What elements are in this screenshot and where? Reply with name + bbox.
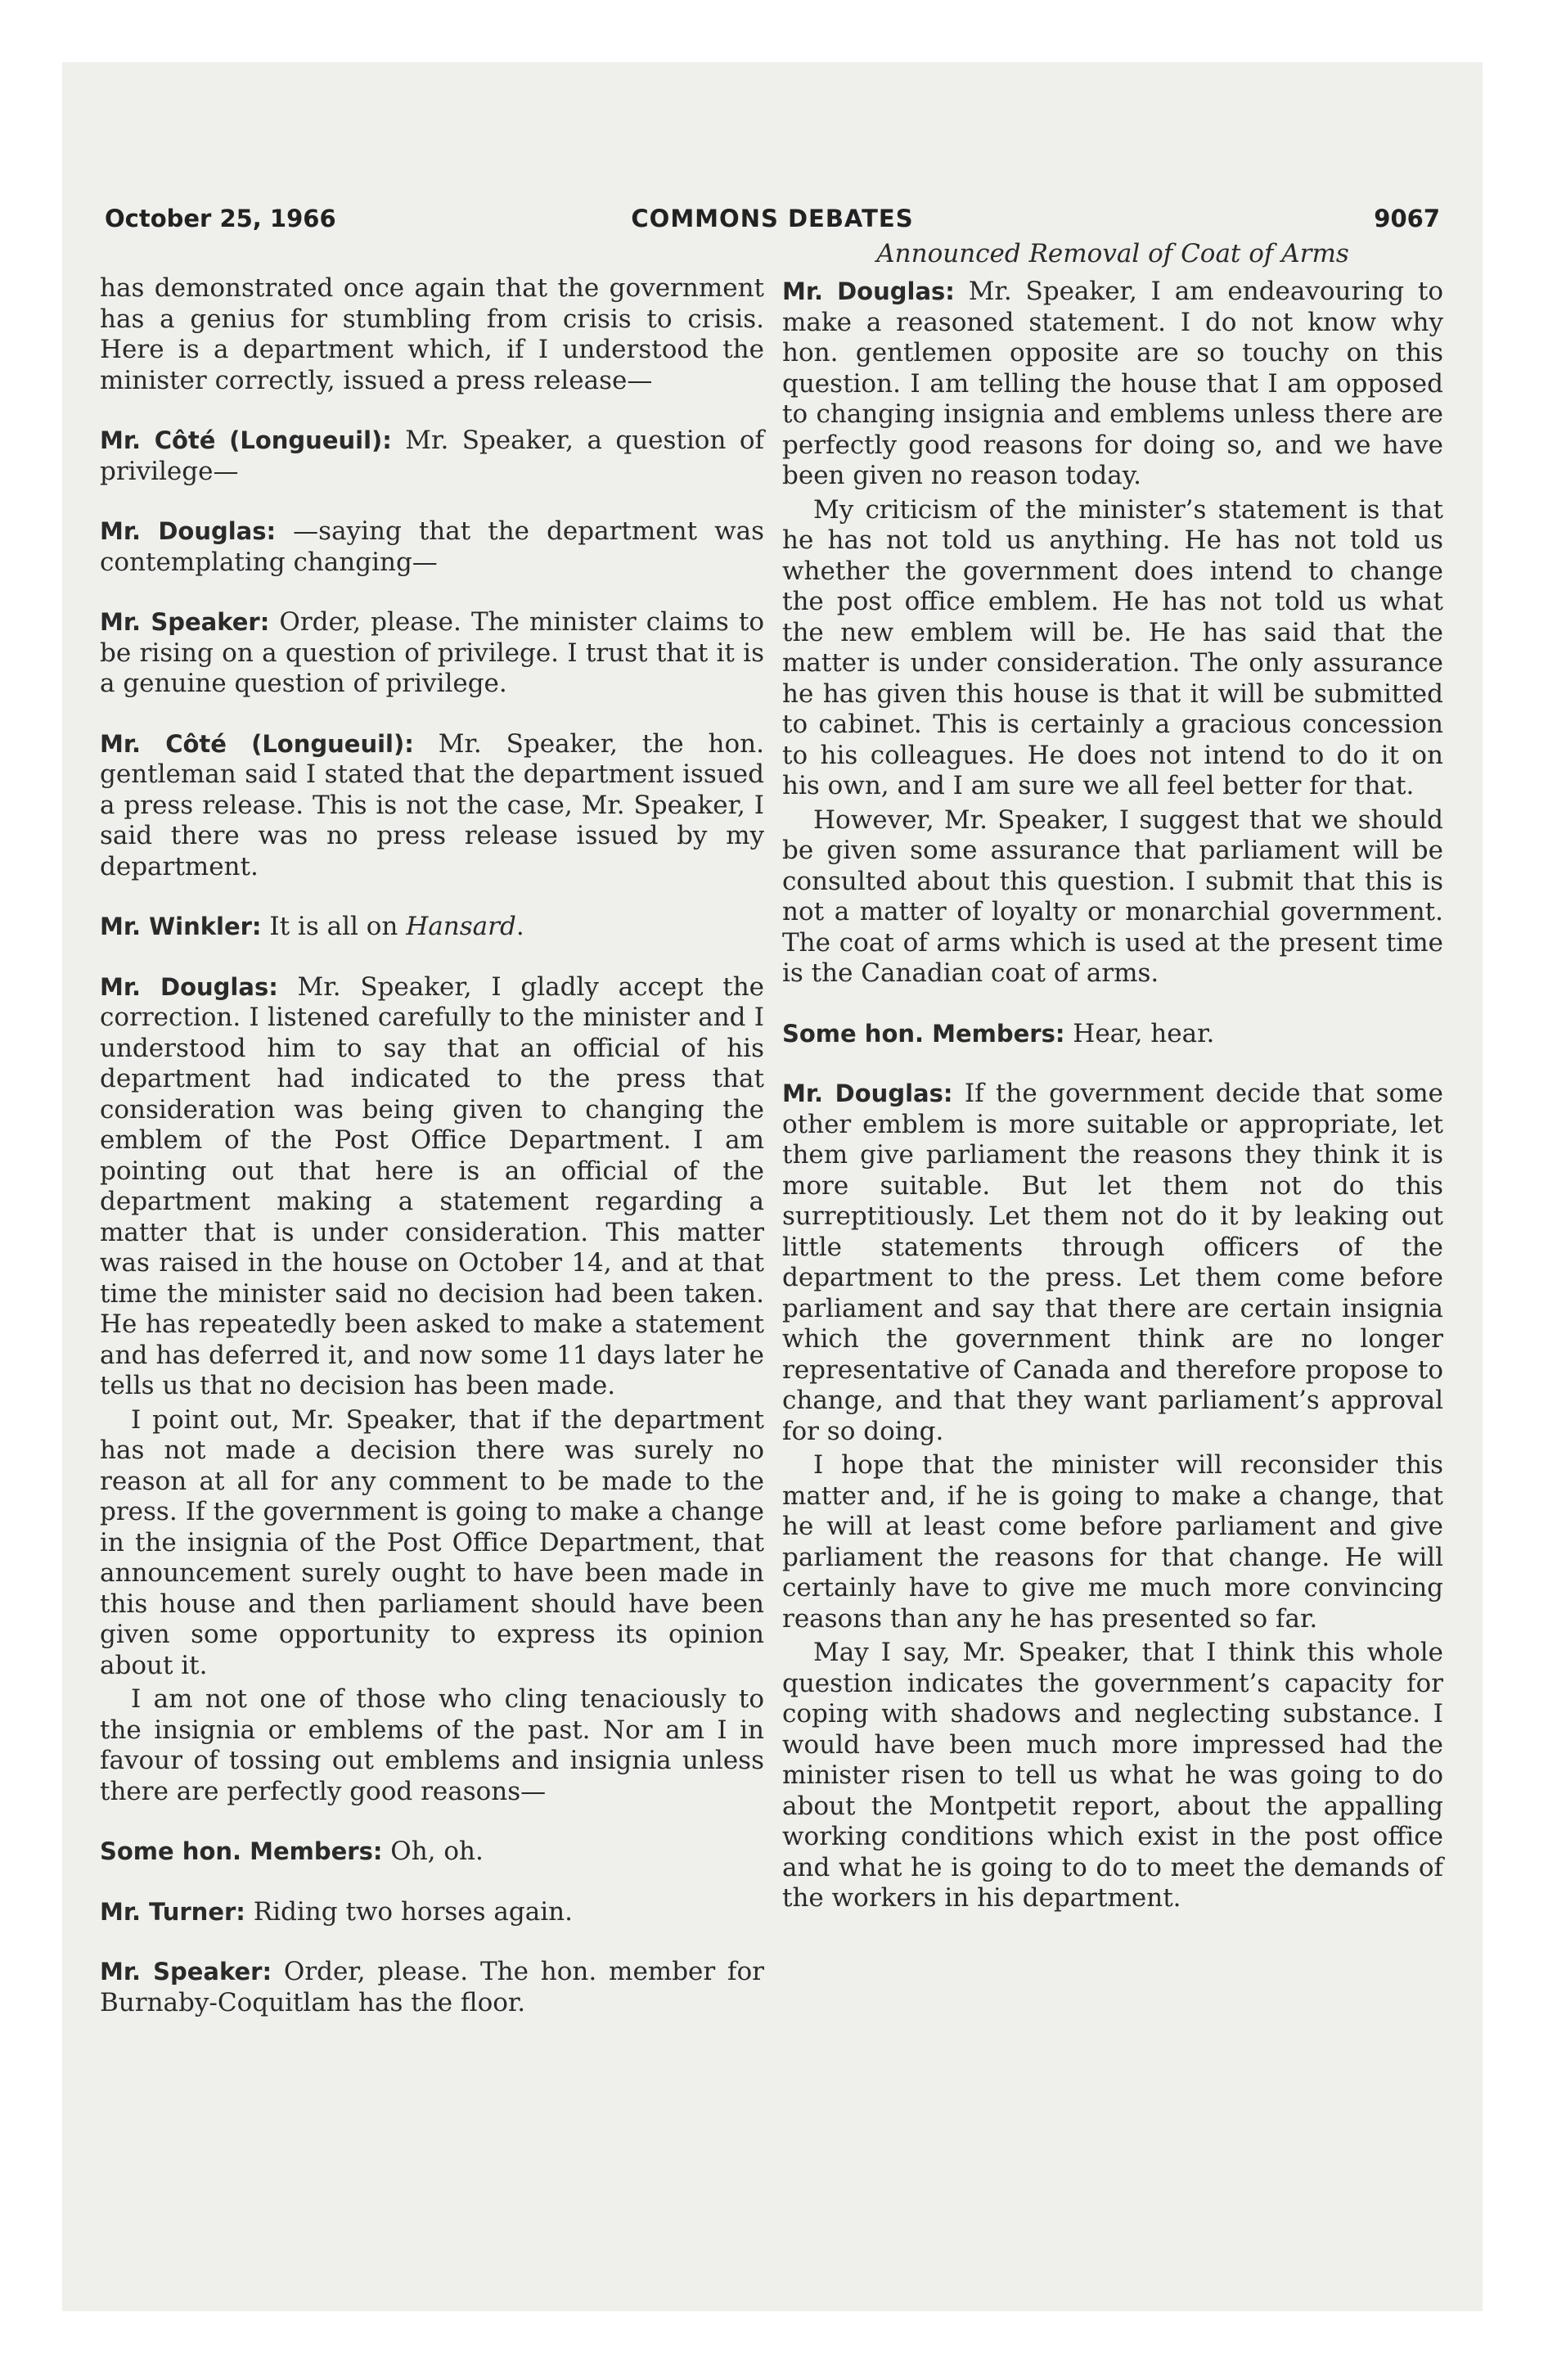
speaker-name: Mr. Douglas: <box>782 277 955 305</box>
speech-text: Hear, hear. <box>1064 1018 1215 1048</box>
speech-text: Mr. Speaker, a question of privilege— <box>100 426 764 486</box>
page-scan <box>62 62 1483 2311</box>
subheading: Announced Removal of Coat of Arms <box>876 239 1349 268</box>
speech-paragraph <box>100 516 764 578</box>
speaker-name: Mr. Côté (Longueuil): <box>100 729 414 758</box>
speaker-name: Some hon. Members: <box>100 1837 383 1865</box>
speech-paragraph <box>100 1897 764 1928</box>
speaker-name: Mr. Turner: <box>100 1897 245 1926</box>
speech-text: It is all on <box>261 912 407 941</box>
speech-paragraph <box>782 277 1443 492</box>
speech-text: Mr. Speaker, I gladly accept the correction. I listened carefully to the minister and I understood him to say that an official of his department had indicated to the press that consideration was being given to changing the emblem of the Post Office Department. I am pointing out that here is an official of the department making a statement regarding a matter that is under consideration. This matter was raised in the house on October 14, and at that time the minister said no decision had been taken. He has repeatedly been asked to make a statement and has deferred it, and now some 11 days later he tells us that no decision has been made. <box>100 971 765 1400</box>
italic-text: Hansard <box>406 912 516 941</box>
speech-paragraph <box>100 912 764 943</box>
speech-paragraph <box>100 729 764 883</box>
speech-paragraph <box>782 1019 1443 1050</box>
speech-text: Mr. Speaker, the hon. gentleman said I stated that the department issued a press release. This is not the case, Mr. Speaker, I said there was no press release issued by my department. <box>100 728 764 881</box>
speaker-name: Mr. Douglas: <box>100 972 278 1001</box>
speech-paragraph <box>100 972 764 1402</box>
speech-paragraph <box>100 607 764 700</box>
paragraph <box>782 495 1443 802</box>
speech-paragraph <box>100 1837 764 1868</box>
speech-text: If the government decide that some other emblem is more suitable or appropriate, let them give parliament the reasons they think it is more suitable. But let them not do this surreptitiously. Let them not do it by leaking out little statements through officers of the department to the press. Let them come before parliament and say that there are certain insignia which the government think are no longer representative of Canada and therefore propose to change, and that they want parliament’s approval for so doing. <box>782 1079 1443 1446</box>
speech-text: Order, please. The minister claims to be rising on a question of privilege. I trust that it is a genuine question of privilege. <box>100 607 764 698</box>
speech-text: Riding two horses again. <box>245 1896 573 1927</box>
speaker-name: Mr. Douglas: <box>782 1080 953 1107</box>
paragraph <box>782 805 1443 989</box>
speech-paragraph <box>100 1957 764 2018</box>
speaker-name: Mr. Côté (Longueuil): <box>100 426 392 454</box>
speaker-name: Some hon. Members: <box>782 1019 1065 1048</box>
paragraph <box>100 1684 764 1807</box>
header-date: October 25, 1966 <box>105 205 336 232</box>
speech-text: Oh, oh. <box>382 1837 484 1866</box>
header-page-number: 9067 <box>1374 205 1440 232</box>
speech-text: I am not one of those who cling tenaciously to the insignia or emblems of the past. Nor am I in favour of tossing out emblems and insignia unless there are perfectly good reasons— <box>100 1684 764 1806</box>
trailing-text: . <box>515 912 524 941</box>
speech-text: Order, please. The hon. member for Burnaby-Coquitlam has the floor. <box>100 1957 764 2017</box>
speech-text: —saying that the department was contemplating changing— <box>100 516 764 577</box>
paragraph <box>782 1450 1443 1634</box>
speaker-name: Mr. Speaker: <box>100 1958 272 1986</box>
speech-text: I hope that the minister will reconsider this matter and, if he is going to make a change, that he will at least come before parliament and give parliament the reasons for that change. He will certainly have to give me much more convincing reasons than any he has presented so far. <box>782 1450 1443 1634</box>
speech-text: My criticism of the minister’s statement is that he has not told us anything. He has not told us whether the government does intend to change the post office emblem. He has not told us what the new emblem will be. He has said that the matter is under consideration. The only assurance he has given this house is that it will be submitted to cabinet. This is certainly a gracious concession to his colleagues. He does not intend to do it on his own, and I am sure we all feel better for that. <box>782 494 1443 800</box>
left-column <box>100 273 764 2018</box>
speech-text: Mr. Speaker, I am endeavouring to make a reasoned statement. I do not know why hon. gentlemen opposite are so touchy on this question. I am telling the house that I am opposed to changing insignia and emblems unless there are perfectly good reasons for doing so, and we have been given no reason today. <box>782 277 1443 490</box>
paragraph <box>782 1638 1443 1914</box>
speech-text: I point out, Mr. Speaker, that if the department has not made a decision there was surely no reason at all for any comment to be made to the press. If the government is going to make a change in the insignia of the Post Office Department, that announcement surely ought to have been made in this house and then parliament should have been given some opportunity to express its opinion about it. <box>100 1404 764 1680</box>
speaker-name: Mr. Winkler: <box>100 913 262 940</box>
speech-paragraph <box>782 1079 1443 1447</box>
paragraph <box>100 1405 764 1682</box>
paragraph <box>100 273 764 396</box>
speech-text: However, Mr. Speaker, I suggest that we should be given some assurance that parliament will be consulted about this question. I submit that this is not a matter of loyalty or monarchial government. The coat of arms which is used at the present time is the Canadian coat of arms. <box>782 805 1443 988</box>
speech-text: has demonstrated once again that the government has a genius for stumbling from crisis to crisis. Here is a department which, if I understood the minister correctly, issued a press release— <box>100 273 764 395</box>
right-column <box>782 237 1443 1914</box>
speech-text: May I say, Mr. Speaker, that I think this whole question indicates the government’s capacity for coping with shadows and neglecting substance. I would have been much more impressed had the minister risen to tell us what he was going to do about the Montpetit report, about the appalling working conditions which exist in the post office and what he is going to do to meet the demands of the workers in his department. <box>782 1638 1443 1913</box>
speaker-name: Mr. Speaker: <box>100 608 270 636</box>
header-publication: COMMONS DEBATES <box>631 205 914 232</box>
speaker-name: Mr. Douglas: <box>100 517 277 545</box>
running-head <box>105 205 1440 237</box>
speech-paragraph <box>100 426 764 487</box>
